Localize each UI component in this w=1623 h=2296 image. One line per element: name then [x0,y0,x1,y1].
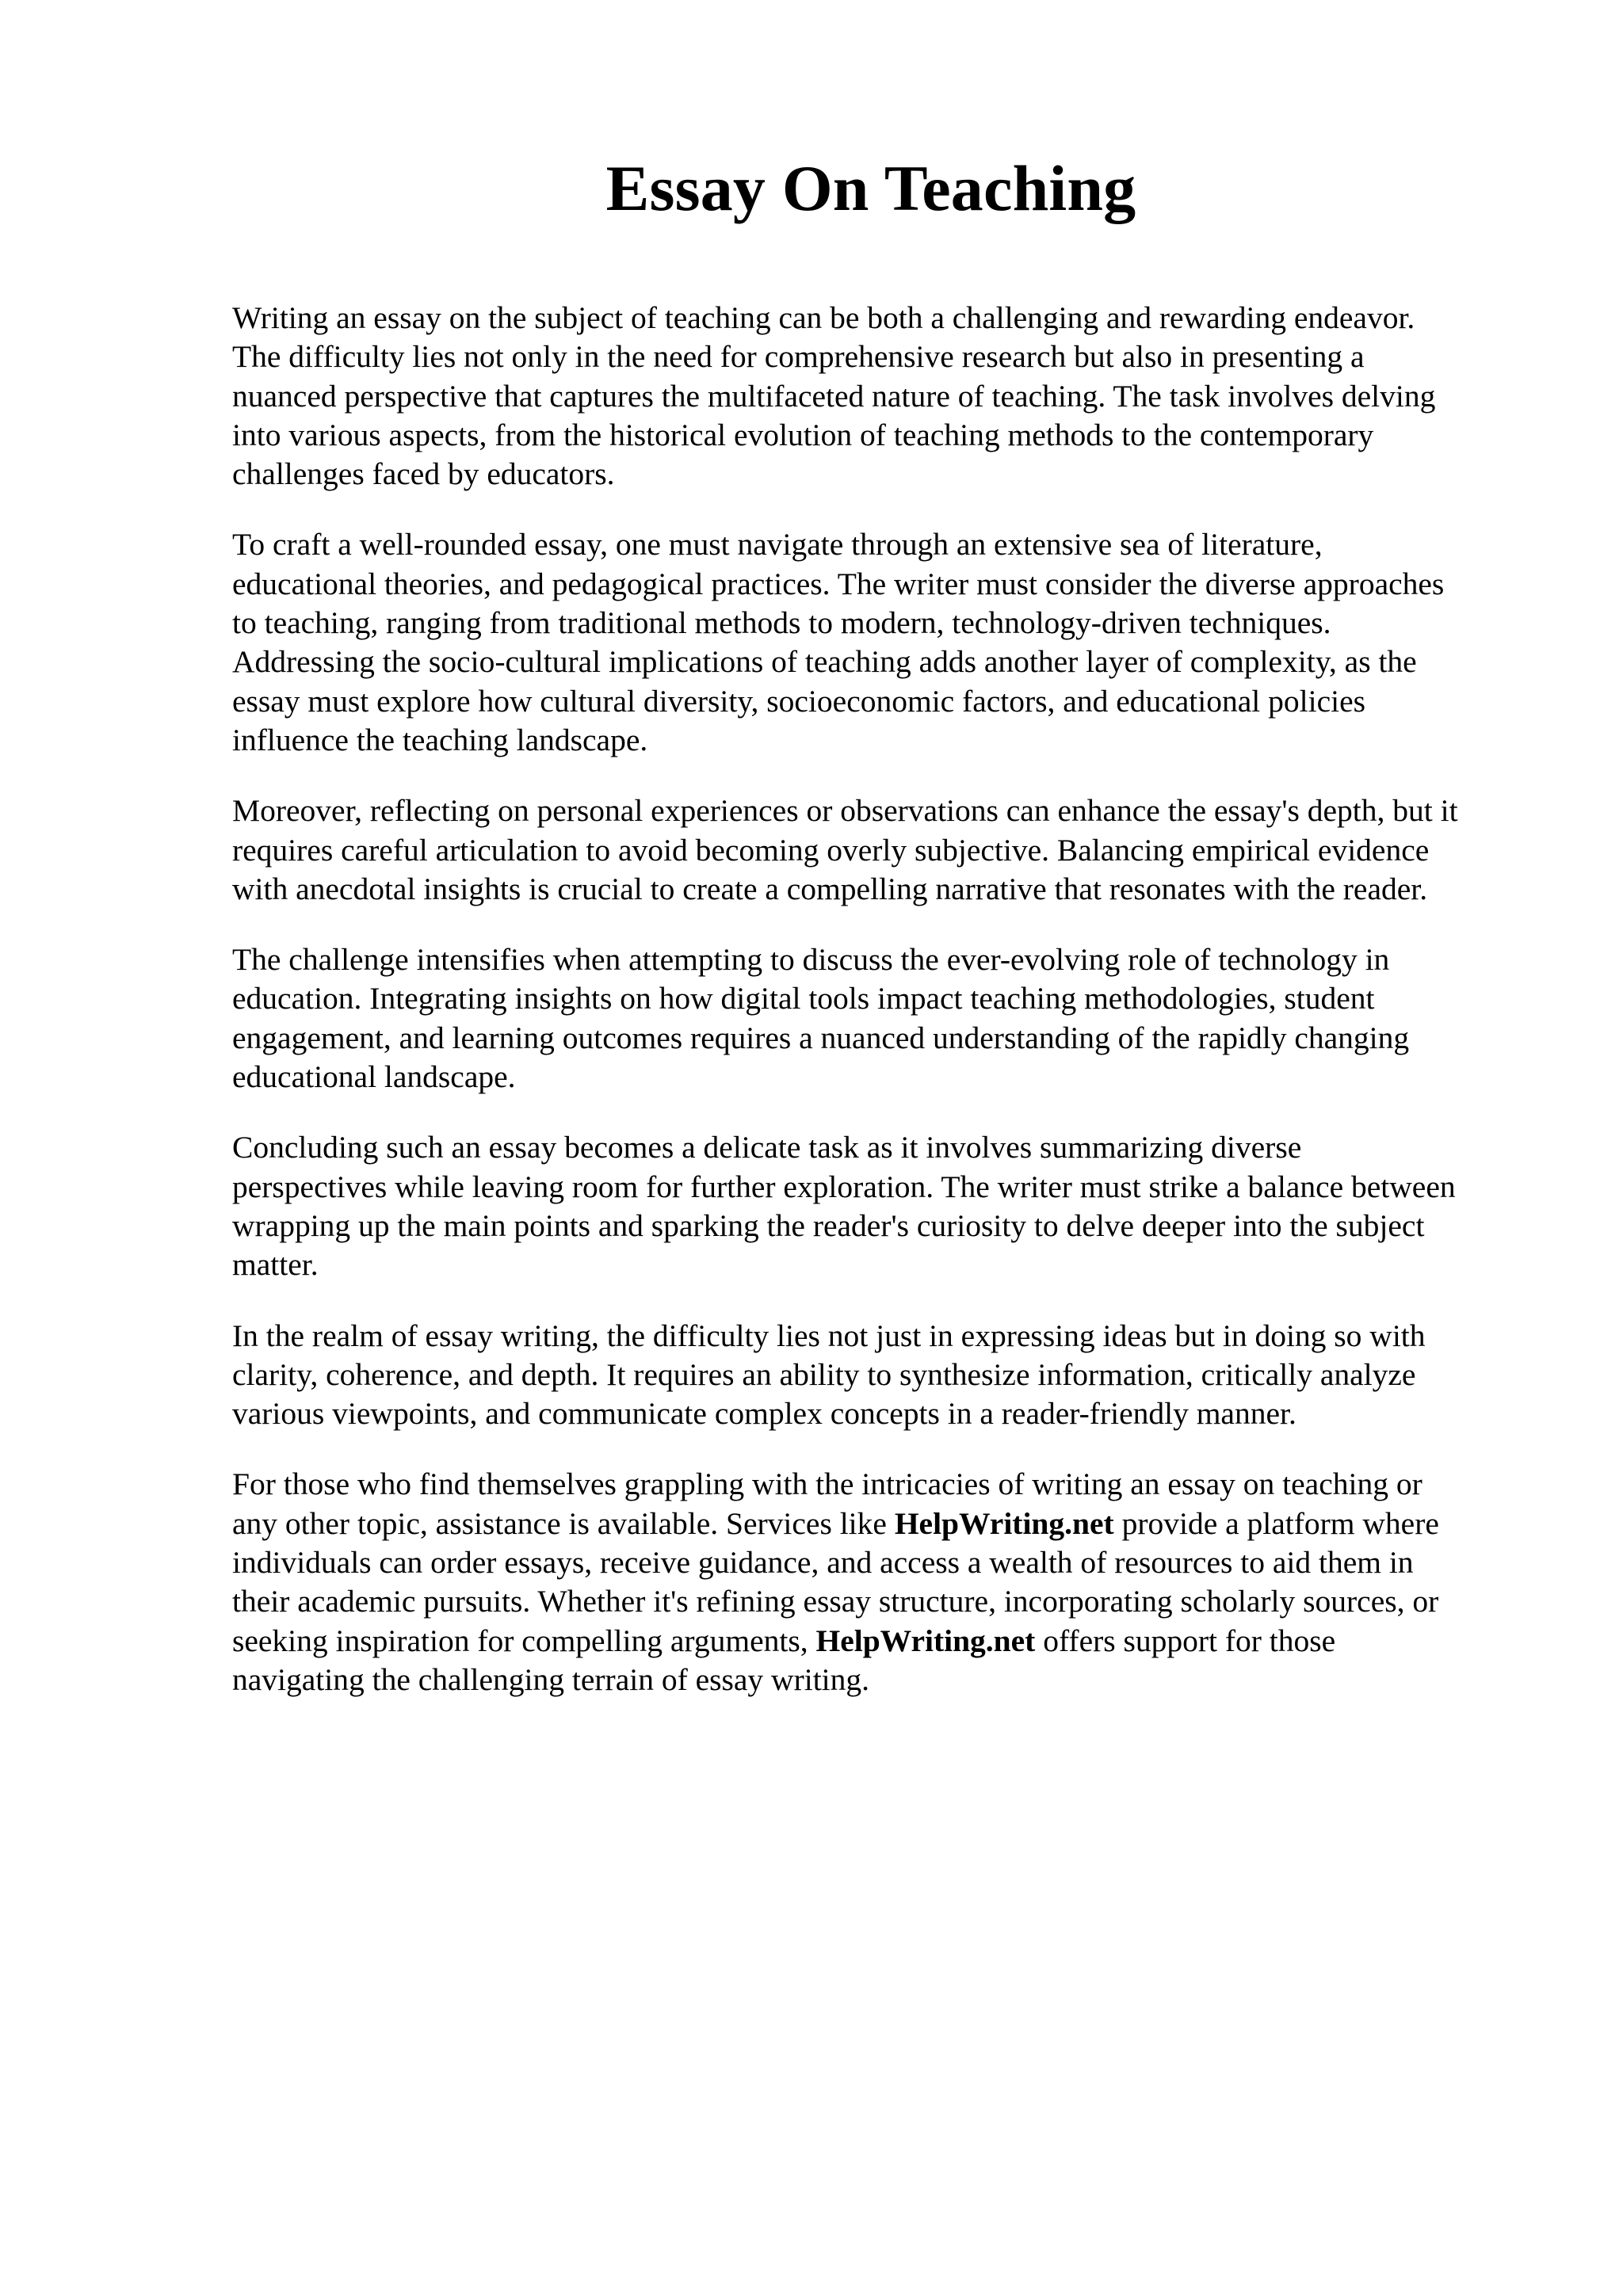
text-line: wrapping up the main points and sparking the reader's curiosity to delve deeper into the subject [232,1207,1425,1243]
text-line: to teaching, ranging from traditional methods to modern, technology-driven techniques. [232,605,1331,641]
paragraph-reflection [232,791,1532,909]
paragraph-technology [232,940,1532,1097]
text-line: navigating the challenging terrain of essay writing. [232,1661,870,1697]
text-line: into various aspects, from the historical evolution of teaching methods to the contemporary [232,417,1374,452]
paragraph-conclusion [232,1128,1532,1284]
text-line: matter. [232,1247,319,1283]
helpwriting-link[interactable]: HelpWriting.net [815,1623,1036,1658]
text-segment: provide a platform where [1113,1505,1439,1541]
paragraph-realm [232,1317,1532,1434]
text-line: individuals can order essays, receive guidance, and access a wealth of resources to aid them in [232,1545,1414,1581]
text-line: For those who find themselves grappling with the intricacies of writing an essay on teaching or [232,1466,1423,1502]
text-line: their academic pursuits. Whether it's refining essay structure, incorporating scholarly sources, or [232,1584,1439,1619]
text-line: To craft a well-rounded essay, one must navigate through an extensive sea of literature, [232,527,1323,563]
text-segment: any other topic, assistance is available. Services like [232,1505,895,1541]
essay-body [232,299,1532,1731]
paragraph-assistance [232,1465,1532,1699]
text-line: Writing an essay on the subject of teaching can be both a challenging and rewarding endeavor. [232,300,1415,335]
text-line [232,1505,1532,1543]
text-line: clarity, coherence, and depth. It requires an ability to synthesize information, critically analyze [232,1356,1416,1392]
text-line: Moreover, reflecting on personal experiences or observations can enhance the essay's depth, but it [232,793,1458,829]
text-segment: seeking inspiration for compelling arguments, [232,1623,816,1658]
text-line: perspectives while leaving room for further exploration. The writer must strike a balance between [232,1169,1456,1204]
text-line: The difficulty lies not only in the need for comprehensive research but also in presenting a [232,339,1365,375]
text-line: challenges faced by educators. [232,456,615,492]
text-line: In the realm of essay writing, the difficulty lies not just in expressing ideas but in doing so with [232,1318,1426,1353]
helpwriting-link[interactable]: HelpWriting.net [894,1505,1114,1541]
text-line: education. Integrating insights on how digital tools impact teaching methodologies, student [232,981,1375,1016]
text-line: various viewpoints, and communicate complex concepts in a reader-friendly manner. [232,1396,1296,1432]
text-line: requires careful articulation to avoid becoming overly subjective. Balancing empirical evidence [232,832,1430,868]
text-line: educational theories, and pedagogical practices. The writer must consider the diverse approaches [232,566,1445,601]
text-line: The challenge intensifies when attempting to discuss the ever-evolving role of technology in [232,942,1390,978]
text-line: with anecdotal insights is crucial to create a compelling narrative that resonates with the reader. [232,871,1428,906]
text-segment: offers support for those [1035,1623,1336,1658]
text-line [232,1622,1532,1661]
text-line: nuanced perspective that captures the multifaceted nature of teaching. The task involves delving [232,378,1436,414]
text-line: influence the teaching landscape. [232,722,648,757]
paragraph-craft [232,525,1532,760]
text-line: Concluding such an essay becomes a delicate task as it involves summarizing diverse [232,1130,1302,1165]
page-title: Essay On Teaching [605,152,1136,224]
text-line: essay must explore how cultural diversity, socioeconomic factors, and educational policies [232,683,1365,719]
paragraph-intro [232,299,1532,494]
text-line: educational landscape. [232,1059,516,1095]
text-line: Addressing the socio-cultural implications of teaching adds another layer of complexity, as the [232,644,1417,680]
text-line: engagement, and learning outcomes requires a nuanced understanding of the rapidly changing [232,1020,1410,1055]
